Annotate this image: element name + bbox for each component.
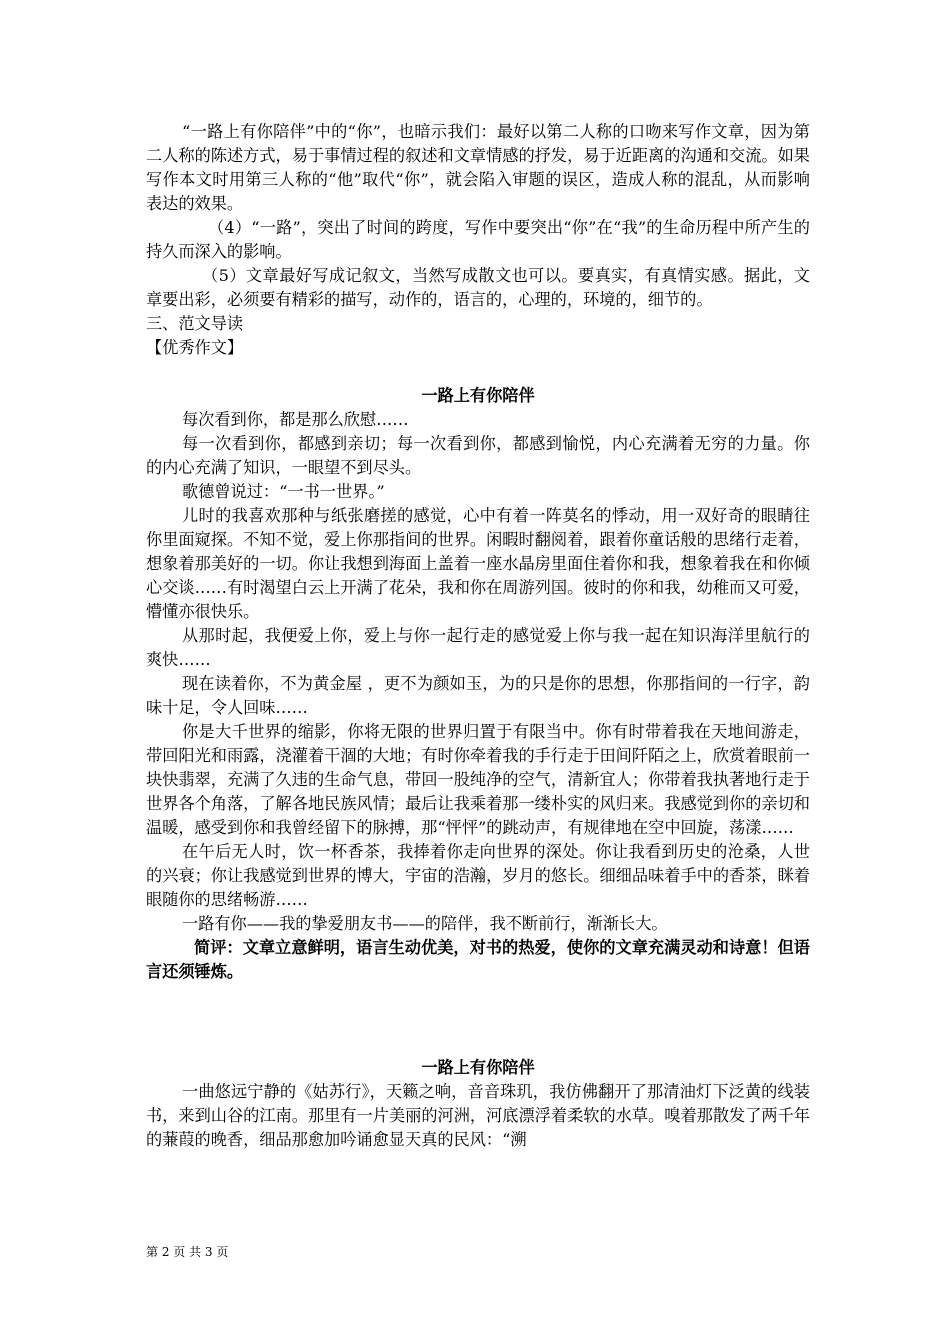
essay-1-paragraph: 从那时起，我便爱上你，爱上与你一起行走的感觉爱上你与我一起在知识海洋里航行的爽快……	[146, 626, 810, 669]
essay-1-paragraph: 每次看到你，都是那么欣慰……	[182, 410, 409, 429]
essay-1-paragraph: 歌德曾说过：“一书一世界。”	[182, 482, 385, 501]
essay-1-paragraph: 一路有你——我的挚爱朋友书——的陪伴，我不断前行，渐渐长大。	[182, 914, 668, 933]
guidance-paragraph-you: “一路上有你陪伴”中的“你”，也暗示我们：最好以第二人称的口吻来写作文章，因为第二人称的陈述方式，易于事情过程的叙述和文章情感的抒发，易于近距离的沟通和交流。如果写作本文时用第三人称的“他”取代“你”，就会陷入审题的误区，造成人称的混乱，从而影响表达的效果。	[146, 122, 810, 213]
guidance-paragraph-5: （5）文章最好写成记叙文，当然写成散文也可以。要真实，有真情实感。据此，文章要出彩，必须要有精彩的描写，动作的，语言的，心理的，环境的，细节的。	[146, 266, 810, 309]
essay-1-title: 一路上有你陪伴	[421, 386, 535, 405]
page-footer: 第 2 页 共 3 页	[146, 1245, 229, 1259]
document-body	[146, 120, 810, 1152]
essay-1-paragraph: 儿时的我喜欢那种与纸张磨搓的感觉，心中有着一阵莫名的悸动，用一双好奇的眼睛往你里面窥探。不知不觉，爱上你那指间的世界。闲暇时翻阅着，跟着你童话般的思绪行走着，想象着那美好的一切。你让我想到海面上盖着一座水晶房里面住着你和我，想象着我在和你倾心交谈……有时渴望白云上开满了花朵，我和你在周游列国。彼时的你和我，幼稚而又可爱，懵懂亦很快乐。	[146, 506, 810, 621]
essay-1-paragraph: 你是大千世界的缩影，你将无限的世界归置于有限当中。你有时带着我在天地间游走，带回阳光和雨露，浇灌着干涸的大地；有时你牵着我的手行走于田间阡陌之上，欣赏着眼前一块快翡翠，充满了久违的生命气息，带回一股纯净的空气，清新宜人；你带着我执著地行走于世界各个角落，了解各地民族风情；最后让我乘着那一缕朴实的风归来。我感觉到你的亲切和温暖，感受到你和我曾经留下的脉搏，那“怦怦”的跳动声，有规律地在空中回旋，荡漾……	[146, 722, 810, 837]
essay-2-title: 一路上有你陪伴	[421, 1058, 535, 1077]
spacer	[146, 984, 810, 1056]
spacer	[146, 360, 810, 384]
essay-1-paragraph: 每一次看到你，都感到亲切；每一次看到你，都感到愉悦，内心充满着无穷的力量。你的内心充满了知识，一眼望不到尽头。	[146, 434, 810, 477]
guidance-paragraph-4: （4）“一路”，突出了时间的跨度，写作中要突出“你”在“我”的生命历程中所产生的持久而深入的影响。	[146, 218, 810, 261]
essay-1-paragraph: 在午后无人时，饮一杯香茶，我捧着你走向世界的深处。你让我看到历史的沧桑，人世的兴衰；你让我感觉到世界的博大，宇宙的浩瀚，岁月的悠长。细细品味着手中的香茶，眯着眼随你的思绪畅游……	[146, 842, 810, 909]
section-label: 【优秀作文】	[146, 338, 244, 357]
essay-2-paragraph: 一曲悠远宁静的《姑苏行》，天籁之响，音音珠玑，我仿佛翻开了那清油灯下泛黄的线装书，来到山谷的江南。那里有一片美丽的河洲，河底漂浮着柔软的水草。嗅着那散发了两千年的蒹葭的晚香，细品那愈加吟诵愈显天真的民风：“溯	[146, 1082, 810, 1149]
essay-1-comment: 简评：文章立意鲜明，语言生动优美，对书的热爱，使你的文章充满灵动和诗意！但语言还须锤炼。	[146, 938, 810, 981]
essay-1-paragraph: 现在读着你，不为黄金屋 ，更不为颜如玉，为的只是你的思想，你那指间的一行字，韵味十足，令人回味……	[146, 674, 810, 717]
section-heading: 三、范文导读	[146, 314, 244, 333]
